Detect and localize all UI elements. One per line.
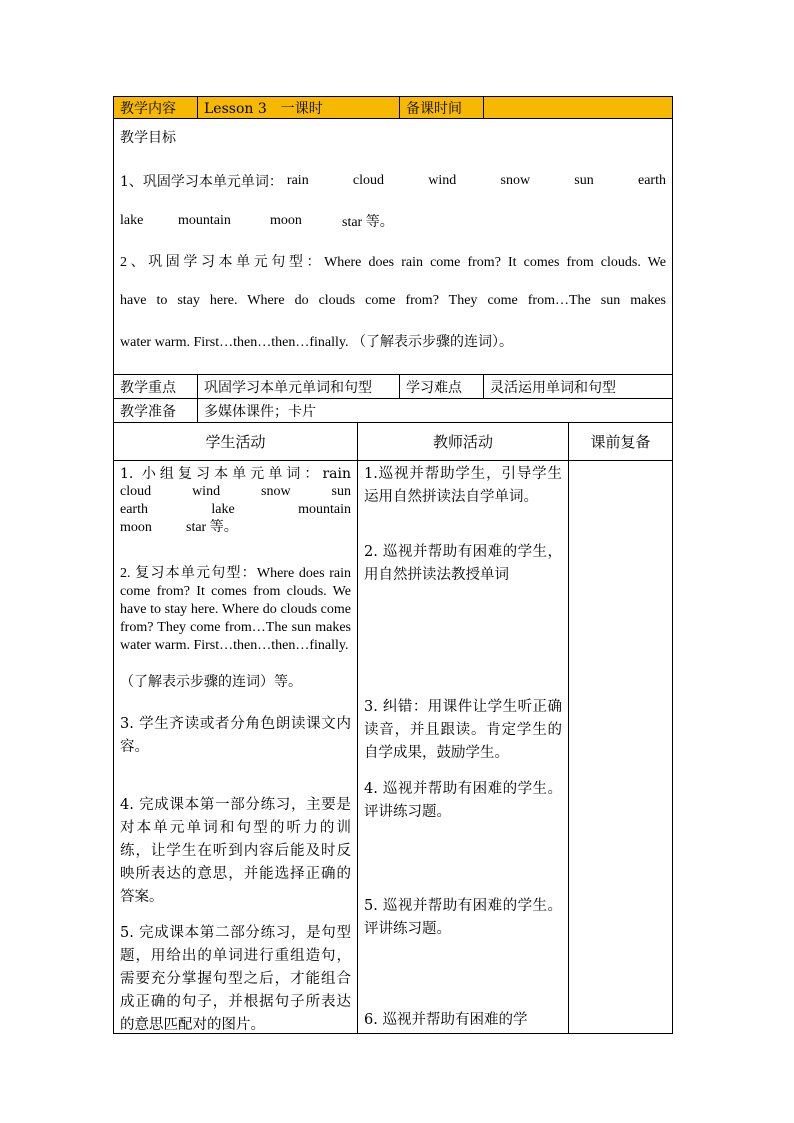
word: moon: [120, 520, 152, 535]
teacher-step-6: 6. 巡视并帮助有困难的学: [364, 1012, 528, 1028]
word: sun: [574, 173, 594, 188]
prep-time-label: 备课时间: [400, 97, 484, 118]
goal-2-line-1: [120, 241, 666, 281]
lesson-title: Lesson 3 一课时: [198, 97, 400, 118]
goals-section: [114, 119, 672, 375]
word: cloud: [352, 173, 385, 188]
goal-1-prefix: 1、巩固学习本单元单词：: [120, 174, 283, 190]
content-label: 教学内容: [114, 97, 198, 118]
teacher-step-4: 4. 巡视并帮助有困难的学生。评讲练习题。: [364, 781, 562, 820]
activity-body-row: [114, 461, 672, 1033]
goal-1-words: [283, 173, 666, 189]
student-activities: [114, 461, 358, 1033]
activity-header-row: [114, 423, 672, 461]
student-step-2-tail: （了解表示步骤的连词）等。: [120, 674, 302, 690]
review-notes: [569, 461, 672, 1033]
student-step-4: 4. 完成课本第一部分练习，主要是对本单元单词和句型的听力的训练，让学生在听到内容后能及时反映所表达的意思，并能选择正确的答案。: [120, 797, 351, 905]
student-step-5: 5. 完成课本第二部分练习，是句型题，用给出的单词进行重组造句，需要充分掌握句型之后，才能组合成正确的句子，并根据句子所表达的意思匹配对的图片。: [120, 925, 351, 1033]
word: rain: [286, 173, 309, 188]
goal-1-line-1: [120, 161, 666, 201]
prep-value: 多媒体课件；卡片: [204, 403, 316, 420]
word: cloud: [120, 484, 152, 499]
teacher-activities: [358, 461, 569, 1033]
student-step-1-words: [120, 483, 351, 501]
word: lake: [211, 502, 235, 517]
student-activity-header: 学生活动: [114, 423, 358, 460]
teacher-step-5: 5. 巡视并帮助有困难的学生。评讲练习题。: [364, 898, 562, 937]
difficulty-label: 学习难点: [400, 375, 484, 398]
student-step-1-words: [120, 519, 351, 537]
goal-2-line-2: [120, 281, 666, 321]
word: earth: [637, 173, 666, 188]
student-step-3: 3. 学生齐读或者分角色朗读课文内容。: [120, 716, 351, 755]
student-step-1: [120, 465, 351, 537]
student-step-1-line: 1. 小组复习本单元单词：rain: [120, 466, 351, 482]
review-header: 课前复备: [590, 433, 651, 451]
word: lake: [120, 213, 144, 228]
student-step-1-words: [120, 501, 351, 519]
word: wind: [428, 173, 457, 188]
difficulty-value: 灵活运用单词和句型: [490, 379, 616, 396]
word: snow: [261, 484, 291, 499]
word: star 等。: [186, 520, 238, 535]
word: mountain: [178, 213, 231, 228]
goal-2-text: water warm. First…then…then…finally. （了解表示步骤的连词）。: [120, 335, 513, 350]
prep-time-value: [484, 97, 672, 118]
header-row: [114, 97, 672, 119]
word: snow: [500, 173, 531, 188]
word: earth: [120, 502, 148, 517]
focus-row: [114, 375, 672, 399]
goal-2-text: 2、巩固学习本单元句型：Where does rain come from? It comes from clouds. We: [120, 255, 666, 270]
student-step-2: 2. 复习本单元句型：Where does rain come from? It comes from clouds. We have to stay here. Where do clouds come from? They come from…The sun makes water warm. First…then…then…finally.: [120, 566, 351, 653]
teacher-step-1: 1.巡视并帮助学生，引导学生运用自然拼读法自学单词。: [364, 466, 562, 505]
goal-1-line-2: [120, 201, 666, 241]
focus-value: 巩固学习本单元单词和句型: [198, 375, 400, 398]
lesson-plan-table: [113, 96, 673, 1034]
word: star 等。: [342, 215, 394, 230]
goal-2-text: have to stay here. Where do clouds come from? They come from…The sun makes: [120, 293, 666, 308]
word: wind: [192, 484, 221, 499]
goal-2-line-3: [120, 321, 666, 361]
prep-label: 教学准备: [114, 399, 198, 422]
focus-label: 教学重点: [114, 375, 198, 398]
teacher-step-2: 2. 巡视并帮助有困难的学生，用自然拼读法教授单词: [364, 544, 562, 583]
word: moon: [270, 213, 302, 228]
goals-title: 教学目标: [120, 130, 176, 146]
word: mountain: [298, 502, 351, 517]
prep-row: [114, 399, 672, 423]
teacher-step-3: 3. 纠错：用课件让学生听正确读音，并且跟读。肯定学生的自学成果，鼓励学生。: [364, 699, 562, 761]
teacher-activity-header: 教师活动: [358, 423, 569, 460]
word: sun: [331, 484, 351, 499]
